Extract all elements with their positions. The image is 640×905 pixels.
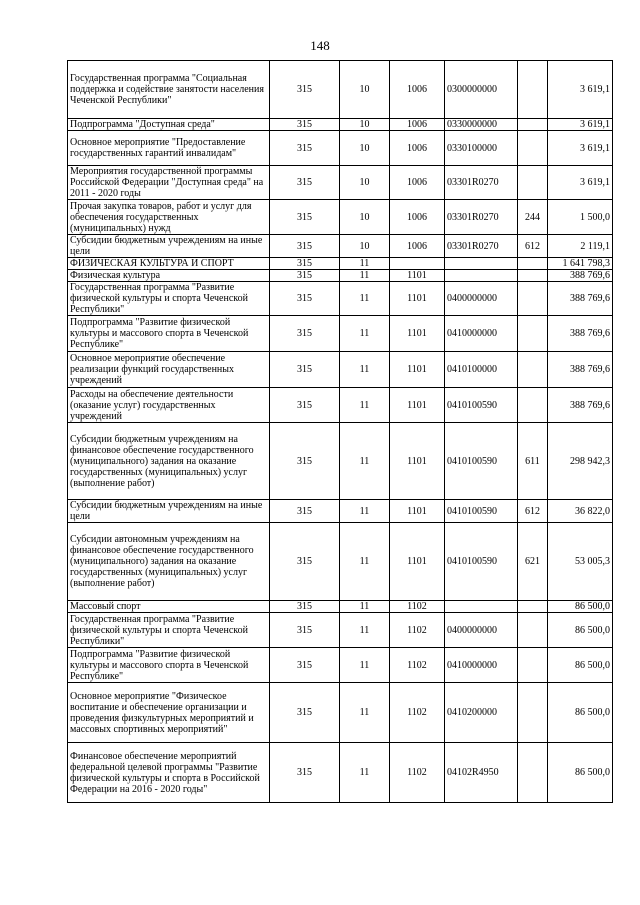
dept-code-cell: 315 (270, 423, 340, 500)
subsection-code-cell: 1101 (390, 270, 445, 282)
table-row (68, 388, 613, 423)
page-number: 148 (310, 38, 330, 53)
table-row (68, 683, 613, 743)
section-code-cell: 11 (340, 523, 390, 601)
section-code-cell: 11 (340, 613, 390, 648)
row-name-cell: Основное мероприятие "Предоставление государственных гарантий инвалидам" (68, 131, 270, 166)
dept-code-cell: 315 (270, 131, 340, 166)
section-code-cell: 11 (340, 683, 390, 743)
expense-type-cell (518, 166, 548, 200)
row-name-cell: ФИЗИЧЕСКАЯ КУЛЬТУРА И СПОРТ (68, 258, 270, 270)
target-article-cell: 04102R4950 (445, 743, 518, 803)
section-code-cell: 10 (340, 200, 390, 235)
expense-type-cell: 611 (518, 423, 548, 500)
amount-cell: 86 500,0 (548, 743, 613, 803)
target-article-cell: 0400000000 (445, 613, 518, 648)
target-article-cell: 03301R0270 (445, 166, 518, 200)
subsection-code-cell: 1101 (390, 523, 445, 601)
dept-code-cell: 315 (270, 61, 340, 119)
subsection-code-cell: 1006 (390, 200, 445, 235)
table-row (68, 166, 613, 200)
row-name-cell: Массовый спорт (68, 601, 270, 613)
row-name-cell: Основное мероприятие обеспечение реализации функций государственных учреждений (68, 352, 270, 388)
amount-cell: 86 500,0 (548, 613, 613, 648)
amount-cell: 1 500,0 (548, 200, 613, 235)
subsection-code-cell: 1102 (390, 683, 445, 743)
row-name-cell: Подпрограмма "Развитие физической культуры и массового спорта в Чеченской Республике" (68, 316, 270, 352)
subsection-code-cell: 1101 (390, 282, 445, 316)
amount-cell: 36 822,0 (548, 500, 613, 523)
dept-code-cell: 315 (270, 523, 340, 601)
target-article-cell: 0400000000 (445, 282, 518, 316)
dept-code-cell: 315 (270, 500, 340, 523)
amount-cell: 388 769,6 (548, 316, 613, 352)
dept-code-cell: 315 (270, 388, 340, 423)
amount-cell: 388 769,6 (548, 270, 613, 282)
expense-type-cell (518, 648, 548, 683)
dept-code-cell: 315 (270, 352, 340, 388)
row-name-cell: Подпрограмма "Доступная среда" (68, 119, 270, 131)
target-article-cell: 03301R0270 (445, 235, 518, 258)
expense-type-cell: 621 (518, 523, 548, 601)
expense-type-cell (518, 388, 548, 423)
amount-cell: 3 619,1 (548, 131, 613, 166)
table-row (68, 270, 613, 282)
expense-type-cell (518, 258, 548, 270)
expense-type-cell: 244 (518, 200, 548, 235)
row-name-cell: Основное мероприятие "Физическое воспитание и обеспечение организации и проведения физкультурных мероприятий и массовых спортивных мероприятий" (68, 683, 270, 743)
subsection-code-cell: 1101 (390, 423, 445, 500)
row-name-cell: Субсидии бюджетным учреждениям на иные цели (68, 235, 270, 258)
budget-table-body (68, 61, 613, 803)
section-code-cell: 11 (340, 648, 390, 683)
target-article-cell: 0410100590 (445, 500, 518, 523)
dept-code-cell: 315 (270, 683, 340, 743)
row-name-cell: Мероприятия государственной программы Российской Федерации "Доступная среда" на 2011 - 2020 годы (68, 166, 270, 200)
section-code-cell: 11 (340, 500, 390, 523)
target-article-cell: 0410100590 (445, 423, 518, 500)
dept-code-cell: 315 (270, 200, 340, 235)
section-code-cell: 11 (340, 270, 390, 282)
subsection-code-cell: 1006 (390, 119, 445, 131)
row-name-cell: Субсидии бюджетным учреждениям на финансовое обеспечение государственного (муниципального) задания на оказание государственных (муниципальных) услуг (выполнение работ) (68, 423, 270, 500)
table-row (68, 316, 613, 352)
table-row (68, 523, 613, 601)
section-code-cell: 10 (340, 61, 390, 119)
dept-code-cell: 315 (270, 258, 340, 270)
expense-type-cell (518, 601, 548, 613)
subsection-code-cell: 1006 (390, 61, 445, 119)
subsection-code-cell: 1102 (390, 648, 445, 683)
amount-cell: 3 619,1 (548, 61, 613, 119)
section-code-cell: 11 (340, 282, 390, 316)
section-code-cell: 11 (340, 743, 390, 803)
expense-type-cell (518, 270, 548, 282)
subsection-code-cell: 1102 (390, 743, 445, 803)
dept-code-cell: 315 (270, 119, 340, 131)
section-code-cell: 11 (340, 352, 390, 388)
target-article-cell: 0410000000 (445, 648, 518, 683)
table-row (68, 613, 613, 648)
subsection-code-cell: 1101 (390, 388, 445, 423)
row-name-cell: Подпрограмма "Развитие физической культуры и массового спорта в Чеченской Республике" (68, 648, 270, 683)
table-row (68, 235, 613, 258)
amount-cell: 86 500,0 (548, 601, 613, 613)
target-article-cell (445, 601, 518, 613)
dept-code-cell: 315 (270, 601, 340, 613)
expense-type-cell (518, 61, 548, 119)
table-row (68, 61, 613, 119)
expense-type-cell (518, 282, 548, 316)
section-code-cell: 11 (340, 601, 390, 613)
section-code-cell: 10 (340, 166, 390, 200)
expense-type-cell (518, 316, 548, 352)
expense-type-cell (518, 131, 548, 166)
amount-cell: 388 769,6 (548, 352, 613, 388)
section-code-cell: 10 (340, 119, 390, 131)
dept-code-cell: 315 (270, 270, 340, 282)
table-row (68, 119, 613, 131)
row-name-cell: Финансовое обеспечение мероприятий федеральной целевой программы "Развитие физической культуры и спорта в Российской Федерации на 2016 - 2020 годы" (68, 743, 270, 803)
subsection-code-cell: 1006 (390, 235, 445, 258)
expense-type-cell (518, 352, 548, 388)
table-row (68, 200, 613, 235)
row-name-cell: Прочая закупка товаров, работ и услуг для обеспечения государственных (муниципальных) нужд (68, 200, 270, 235)
row-name-cell: Расходы на обеспечение деятельности (оказание услуг) государственных учреждений (68, 388, 270, 423)
target-article-cell (445, 270, 518, 282)
target-article-cell: 0330000000 (445, 119, 518, 131)
section-code-cell: 10 (340, 235, 390, 258)
row-name-cell: Физическая культура (68, 270, 270, 282)
subsection-code-cell: 1101 (390, 352, 445, 388)
amount-cell: 298 942,3 (548, 423, 613, 500)
dept-code-cell: 315 (270, 648, 340, 683)
amount-cell: 388 769,6 (548, 388, 613, 423)
subsection-code-cell (390, 258, 445, 270)
subsection-code-cell: 1101 (390, 500, 445, 523)
section-code-cell: 11 (340, 258, 390, 270)
amount-cell: 86 500,0 (548, 683, 613, 743)
table-row (68, 352, 613, 388)
expense-type-cell (518, 613, 548, 648)
target-article-cell: 0410100590 (445, 388, 518, 423)
section-code-cell: 10 (340, 131, 390, 166)
table-row (68, 258, 613, 270)
target-article-cell: 0410000000 (445, 316, 518, 352)
row-name-cell: Государственная программа "Социальная поддержка и содействие занятости населения Чеченской Республики" (68, 61, 270, 119)
target-article-cell: 0410100590 (445, 523, 518, 601)
dept-code-cell: 315 (270, 166, 340, 200)
expense-type-cell (518, 743, 548, 803)
target-article-cell: 0410100000 (445, 352, 518, 388)
expense-type-cell: 612 (518, 235, 548, 258)
dept-code-cell: 315 (270, 316, 340, 352)
subsection-code-cell: 1101 (390, 316, 445, 352)
target-article-cell: 0410200000 (445, 683, 518, 743)
expense-type-cell (518, 119, 548, 131)
amount-cell: 388 769,6 (548, 282, 613, 316)
section-code-cell: 11 (340, 423, 390, 500)
section-code-cell: 11 (340, 388, 390, 423)
subsection-code-cell: 1006 (390, 166, 445, 200)
row-name-cell: Государственная программа "Развитие физической культуры и спорта Чеченской Республики" (68, 282, 270, 316)
subsection-code-cell: 1102 (390, 613, 445, 648)
table-row (68, 282, 613, 316)
budget-table (67, 60, 613, 803)
table-row (68, 423, 613, 500)
expense-type-cell: 612 (518, 500, 548, 523)
amount-cell: 53 005,3 (548, 523, 613, 601)
target-article-cell (445, 258, 518, 270)
dept-code-cell: 315 (270, 235, 340, 258)
target-article-cell: 0300000000 (445, 61, 518, 119)
subsection-code-cell: 1006 (390, 131, 445, 166)
row-name-cell: Субсидии автономным учреждениям на финансовое обеспечение государственного (муниципального) задания на оказание государственных (муниципальных) услуг (выполнение работ) (68, 523, 270, 601)
dept-code-cell: 315 (270, 282, 340, 316)
amount-cell: 1 641 798,3 (548, 258, 613, 270)
row-name-cell: Субсидии бюджетным учреждениям на иные цели (68, 500, 270, 523)
expense-type-cell (518, 683, 548, 743)
table-row (68, 131, 613, 166)
table-row (68, 601, 613, 613)
table-row (68, 648, 613, 683)
dept-code-cell: 315 (270, 613, 340, 648)
target-article-cell: 0330100000 (445, 131, 518, 166)
amount-cell: 2 119,1 (548, 235, 613, 258)
table-row (68, 743, 613, 803)
amount-cell: 86 500,0 (548, 648, 613, 683)
subsection-code-cell: 1102 (390, 601, 445, 613)
amount-cell: 3 619,1 (548, 166, 613, 200)
amount-cell: 3 619,1 (548, 119, 613, 131)
table-row (68, 500, 613, 523)
target-article-cell: 03301R0270 (445, 200, 518, 235)
section-code-cell: 11 (340, 316, 390, 352)
dept-code-cell: 315 (270, 743, 340, 803)
row-name-cell: Государственная программа "Развитие физической культуры и спорта Чеченской Республики" (68, 613, 270, 648)
